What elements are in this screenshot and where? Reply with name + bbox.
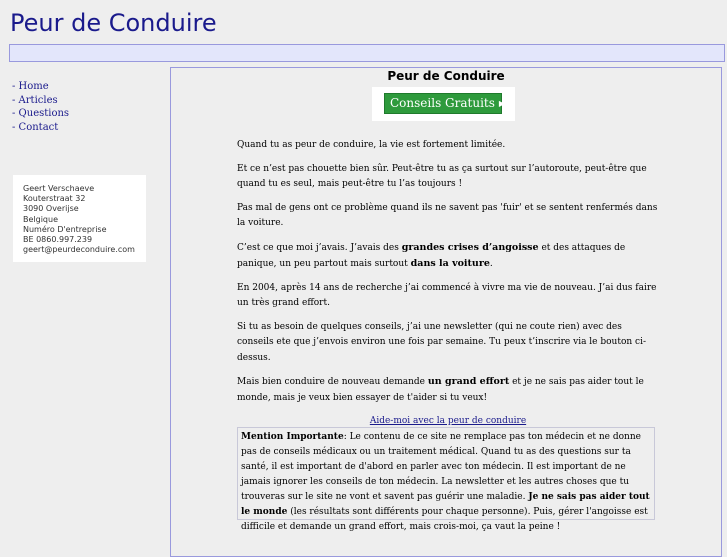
- paragraph-7-text-a: Mais bien conduire de nouveau demande: [237, 377, 428, 387]
- nav-item-articles[interactable]: [12, 94, 69, 108]
- nav-item-home[interactable]: [12, 80, 69, 94]
- notice-text-b: (les résultats sont différents pour chaque personne). Puis, gérer l'angoisse est difficile et demande un grand effort, mais crois-moi, ça vaut la peine !: [241, 507, 648, 532]
- address-name: Geert Verschaeve: [23, 184, 95, 193]
- help-link[interactable]: Aide-moi avec la peur de conduire: [369, 416, 527, 426]
- cta-box: [372, 87, 515, 121]
- paragraph-7-bold: un grand effort: [427, 376, 510, 387]
- nav-link-articles[interactable]: - Articles: [12, 94, 58, 106]
- address-email: geert@peurdeconduire.com: [23, 245, 135, 255]
- address-street: Kouterstraat 32: [23, 194, 86, 204]
- paragraph-3: Pas mal de gens ont ce problème quand ils ne savent pas 'fuir' et se sentent renfermés dans la voiture.: [237, 202, 658, 228]
- nav-item-contact[interactable]: [12, 121, 69, 135]
- main-title: Peur de Conduire: [387, 69, 505, 83]
- paragraph-2: Et ce n’est pas chouette bien sûr. Peut-être tu as ça surtout sur l’autoroute, peut-être que quand tu es seul, mais peut-être tu l’as toujours !: [237, 163, 647, 189]
- main-content: [170, 67, 722, 557]
- site-title: Peur de Conduire: [10, 9, 217, 37]
- address-company-label: Numéro D'entreprise: [23, 224, 107, 234]
- paragraph-4-text-a: C’est ce que moi j’avais. J’avais des: [237, 242, 402, 253]
- important-notice: [237, 427, 655, 532]
- nav-link-questions[interactable]: - Questions: [12, 108, 70, 119]
- paragraph-7-text-b: et je ne sais pas aider tout le monde, mais je veux bien essayer de t'aider si tu veux!: [237, 377, 644, 403]
- paragraph-4: [237, 240, 659, 273]
- paragraph-4-bold-b: dans la voiture: [410, 258, 490, 269]
- free-tips-button-label: Conseils Gratuits: [390, 96, 495, 110]
- nav-item-questions[interactable]: [12, 107, 69, 121]
- address-city: 3090 Overijse: [23, 204, 79, 214]
- paragraph-4-bold-a: grandes crises d’angoisse: [401, 241, 539, 253]
- nav-link-home[interactable]: - Home: [12, 81, 49, 92]
- nav-link-contact[interactable]: - Contact: [12, 121, 59, 133]
- notice-text-a: : Le contenu de ce site ne remplace pas ton médecin et ne donne pas de conseils médicaux ou un traitement médical. Quand tu as des questions sur ta santé, il est important de d'abord en parler avec ton médecin. Il est important de ne jamais ignorer les conseils de ton médecin. La newsletter et les autres choses que tu trouveras sur le site ne vont et savent pas guérir une maladie.: [241, 432, 641, 502]
- paragraph-7: [237, 374, 659, 406]
- paragraph-intro: Quand tu as peur de conduire, la vie est fortement limitée.: [237, 140, 506, 150]
- play-arrow-icon: ▶: [498, 99, 506, 108]
- paragraph-6: Si tu as besoin de quelques conseils, j’ai une newsletter (qui ne coute rien) avec des conseils ete que j’envois environ une fois par semaine. Tu peux t’inscrire via le bouton ci-dessus.: [237, 321, 646, 363]
- top-bar: [9, 44, 725, 62]
- address-box: [13, 175, 146, 262]
- paragraph-5: En 2004, après 14 ans de recherche j’ai commencé à vivre ma vie de nouveau. J’ai dus faire un très grand effort.: [237, 282, 657, 308]
- article-body: [237, 138, 659, 430]
- address-country: Belgique: [23, 214, 59, 224]
- notice-bold: Je ne sais pas aider tout le monde: [241, 492, 650, 517]
- notice-label: Mention Importante: [241, 432, 344, 442]
- address-company-number: BE 0860.997.239: [23, 235, 93, 245]
- sidebar-nav: [12, 80, 69, 134]
- paragraph-4-text-c: .: [489, 259, 493, 269]
- free-tips-button[interactable]: [384, 93, 506, 114]
- paragraph-4-text-b: et des attaques de panique, un peu partout mais surtout: [237, 242, 626, 269]
